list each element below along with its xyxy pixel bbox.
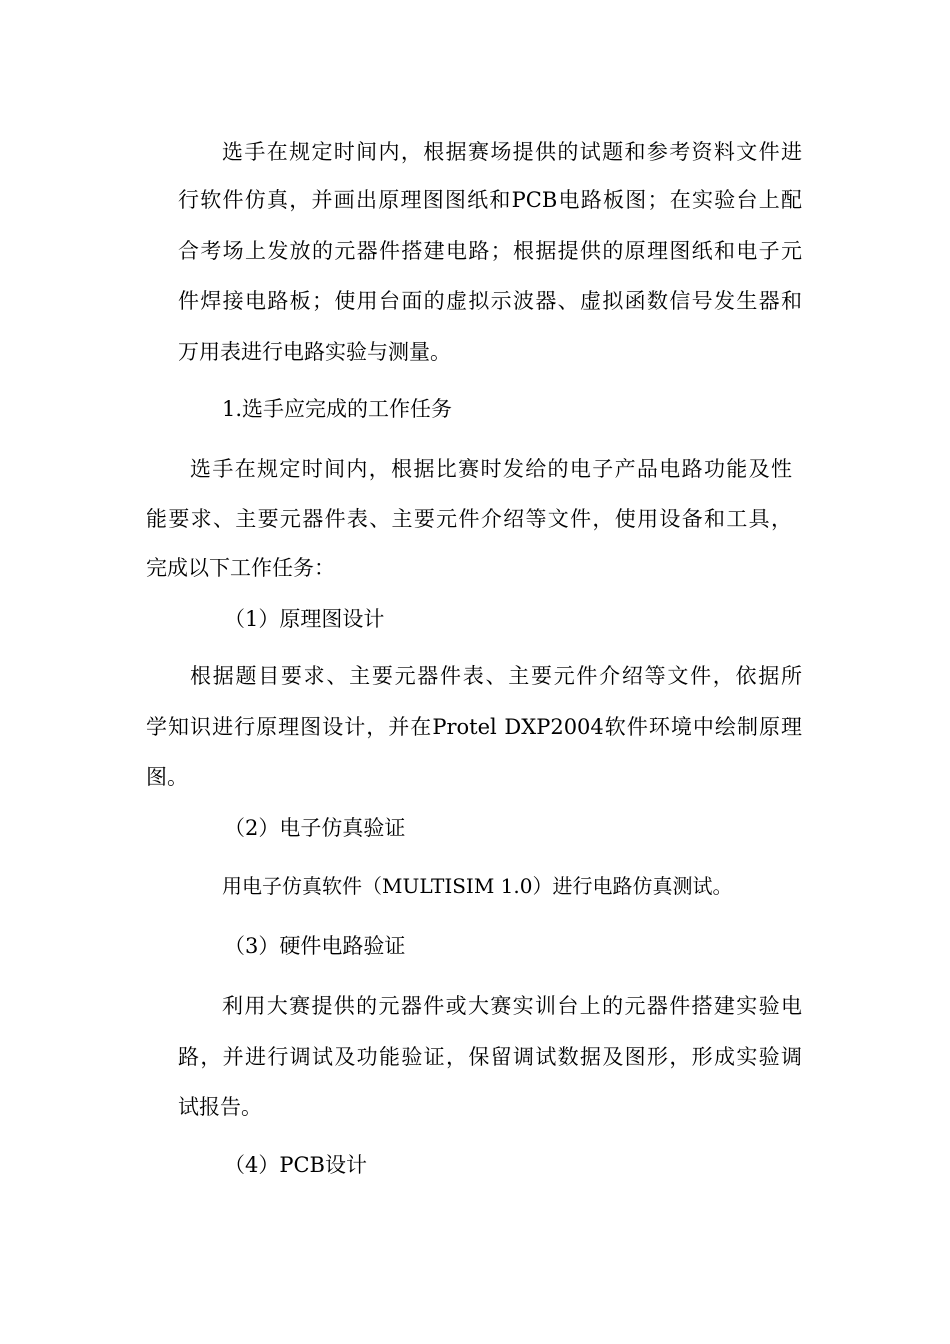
paragraph-1-line-5: 万用表进行电路实验与测量。 (178, 340, 451, 364)
paragraph-2-line-1: 选手在规定时间内，根据比赛时发给的电子产品电路功能及性 (190, 457, 792, 481)
item-4-title: （4）PCB设计 (224, 1153, 367, 1177)
paragraph-1-line-3: 合考场上发放的元器件搭建电路；根据提供的原理图纸和电子元 (178, 239, 802, 263)
paragraph-2-line-3: 完成以下工作任务： (146, 556, 335, 580)
paragraph-1-line-4: 件焊接电路板；使用台面的虚拟示波器、虚拟函数信号发生器和 (178, 289, 802, 313)
item-1-title: （1）原理图设计 (224, 607, 385, 631)
paragraph-1-line-1: 选手在规定时间内，根据赛场提供的试题和参考资料文件进 (222, 140, 802, 164)
item-3-text-line-1: 利用大赛提供的元器件或大赛实训台上的元器件搭建实验电 (222, 994, 802, 1018)
paragraph-1-line-2: 行软件仿真，并画出原理图图纸和PCB电路板图；在实验台上配 (178, 188, 802, 212)
item-1-text-line-2: 学知识进行原理图设计，并在Protel DXP2004软件环境中绘制原理 (146, 715, 802, 739)
item-3-title: （3）硬件电路验证 (224, 934, 406, 958)
item-3-text-line-3: 试报告。 (178, 1095, 262, 1119)
item-2-title: （2）电子仿真验证 (224, 816, 406, 840)
item-1-text-line-1: 根据题目要求、主要元器件表、主要元件介绍等文件，依据所 (190, 664, 802, 688)
item-3-text-line-2: 路，并进行调试及功能验证，保留调试数据及图形，形成实验调 (178, 1045, 802, 1069)
item-1-text-line-3: 图。 (146, 765, 188, 789)
section-heading: 1.选手应完成的工作任务 (222, 397, 453, 421)
item-2-text: 用电子仿真软件（MULTISIM 1.0）进行电路仿真测试。 (222, 874, 733, 898)
paragraph-2-line-2: 能要求、主要元器件表、主要元件介绍等文件，使用设备和工具， (146, 507, 792, 531)
